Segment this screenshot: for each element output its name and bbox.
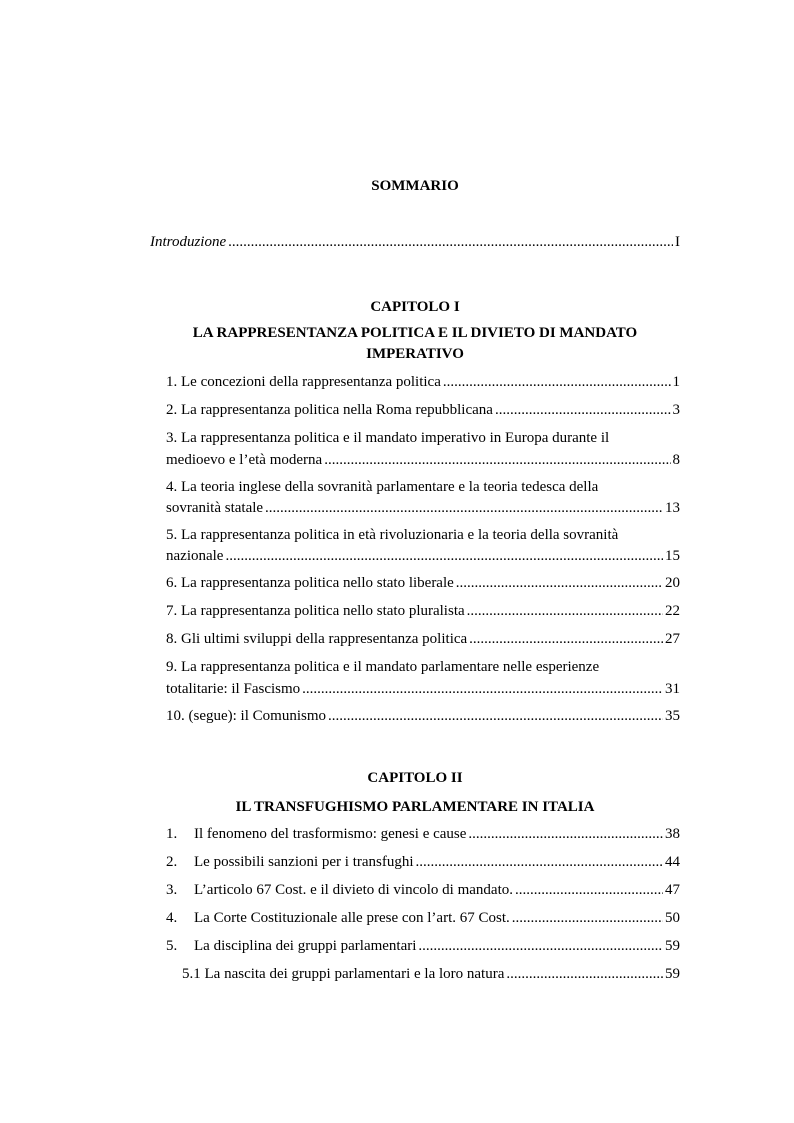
toc-entry[interactable]	[166, 450, 680, 471]
toc-entry-text: L’articolo 67 Cost. e il divieto di vincolo di mandato.	[194, 882, 513, 898]
toc-page-number: 3	[672, 402, 680, 418]
leader-dots	[469, 629, 663, 650]
chapter-2-heading: IL TRANSFUGHISMO PARLAMENTARE IN ITALIA	[235, 799, 595, 815]
toc-entry-first-line: 3. La rappresentanza politica e il mandato imperativo in Europa durante il	[166, 430, 610, 446]
toc-entry-number: 4.	[166, 910, 178, 926]
leader-dots	[468, 824, 663, 845]
toc-entry-text: La disciplina dei gruppi parlamentari	[194, 938, 417, 954]
chapter-2-label: CAPITOLO II	[367, 770, 463, 786]
toc-entry[interactable]	[166, 400, 680, 421]
toc-entry[interactable]	[166, 372, 680, 393]
toc-page-number: 27	[665, 631, 680, 647]
toc-entry-text: totalitarie: il Fascismo	[166, 681, 301, 697]
toc-entry-text: 8. Gli ultimi sviluppi della rappresentanza politica	[166, 631, 468, 647]
leader-dots	[506, 964, 663, 985]
toc-entry-text: 7. La rappresentanza politica nello stato pluralista	[166, 603, 465, 619]
leader-dots	[418, 936, 663, 957]
leader-dots	[265, 498, 663, 519]
page-title: SOMMARIO	[371, 178, 459, 194]
toc-subentry[interactable]	[182, 964, 680, 985]
toc-page-number: 50	[665, 910, 680, 926]
toc-page-number: 31	[665, 681, 680, 697]
chapter-1-heading-line1: LA RAPPRESENTANZA POLITICA E IL DIVIETO DI MANDATO	[192, 325, 638, 341]
leader-dots	[515, 880, 663, 901]
toc-entry[interactable]	[166, 936, 680, 957]
toc-entry[interactable]	[166, 629, 680, 650]
toc-entry-text: 6. La rappresentanza politica nello stato liberale	[166, 575, 454, 591]
toc-entry-text: Il fenomeno del trasformismo: genesi e cause	[194, 826, 467, 842]
leader-dots	[495, 400, 671, 421]
leader-dots	[324, 450, 670, 471]
toc-page-number: 59	[665, 938, 680, 954]
toc-entry[interactable]	[166, 824, 680, 845]
leader-dots	[302, 679, 663, 700]
toc-entry-number: 2.	[166, 854, 178, 870]
toc-entry-text: 10. (segue): il Comunismo	[166, 708, 326, 724]
chapter-1-label: CAPITOLO I	[370, 299, 460, 315]
toc-entry[interactable]	[166, 908, 680, 929]
toc-page-number: 44	[665, 854, 680, 870]
toc-page-number: 38	[665, 826, 680, 842]
toc-entry-text: medioevo e l’età moderna	[166, 452, 323, 468]
toc-entry[interactable]	[166, 601, 680, 622]
toc-page-number: 1	[672, 374, 680, 390]
toc-entry-label: Introduzione	[150, 234, 227, 250]
toc-entry[interactable]	[166, 573, 680, 594]
toc-page-number: 15	[665, 548, 680, 564]
leader-dots	[228, 232, 673, 253]
toc-entry[interactable]	[166, 706, 680, 727]
toc-page-number: I	[675, 234, 680, 250]
toc-entry-text: 2. La rappresentanza politica nella Roma repubblicana	[166, 402, 493, 418]
toc-page-number: 20	[665, 575, 680, 591]
toc-entry-text: 1. Le concezioni della rappresentanza politica	[166, 374, 441, 390]
leader-dots	[225, 546, 663, 567]
leader-dots	[456, 573, 663, 594]
toc-page-number: 35	[665, 708, 680, 724]
toc-page-number: 8	[672, 452, 680, 468]
toc-page-number: 47	[665, 882, 680, 898]
toc-entry-number: 1.	[166, 826, 178, 842]
toc-entry-number: 3.	[166, 882, 178, 898]
leader-dots	[467, 601, 663, 622]
toc-entry[interactable]	[166, 852, 680, 873]
toc-entry-text: nazionale	[166, 548, 224, 564]
toc-entry-first-line: 5. La rappresentanza politica in età rivoluzionaria e la teoria della sovranità	[166, 527, 619, 543]
toc-entry-text: 5.1 La nascita dei gruppi parlamentari e la loro natura	[182, 966, 505, 982]
toc-entry[interactable]	[166, 880, 680, 901]
leader-dots	[512, 908, 663, 929]
toc-page-number: 59	[665, 966, 680, 982]
toc-entry-number: 5.	[166, 938, 178, 954]
leader-dots	[416, 852, 663, 873]
leader-dots	[443, 372, 671, 393]
toc-entry-introduzione[interactable]	[150, 232, 680, 253]
toc-page-number: 22	[665, 603, 680, 619]
toc-entry[interactable]	[166, 546, 680, 567]
toc-entry[interactable]	[166, 679, 680, 700]
toc-entry-first-line: 9. La rappresentanza politica e il mandato parlamentare nelle esperienze	[166, 659, 600, 675]
toc-entry-text: Le possibili sanzioni per i transfughi	[194, 854, 414, 870]
toc-entry-text: La Corte Costituzionale alle prese con l’art. 67 Cost.	[194, 910, 510, 926]
toc-page-number: 13	[665, 500, 680, 516]
toc-entry-text: sovranità statale	[166, 500, 264, 516]
chapter-1-heading-line2: IMPERATIVO	[366, 346, 464, 362]
toc-entry[interactable]	[166, 498, 680, 519]
leader-dots	[328, 706, 663, 727]
toc-entry-first-line: 4. La teoria inglese della sovranità parlamentare e la teoria tedesca della	[166, 479, 599, 495]
